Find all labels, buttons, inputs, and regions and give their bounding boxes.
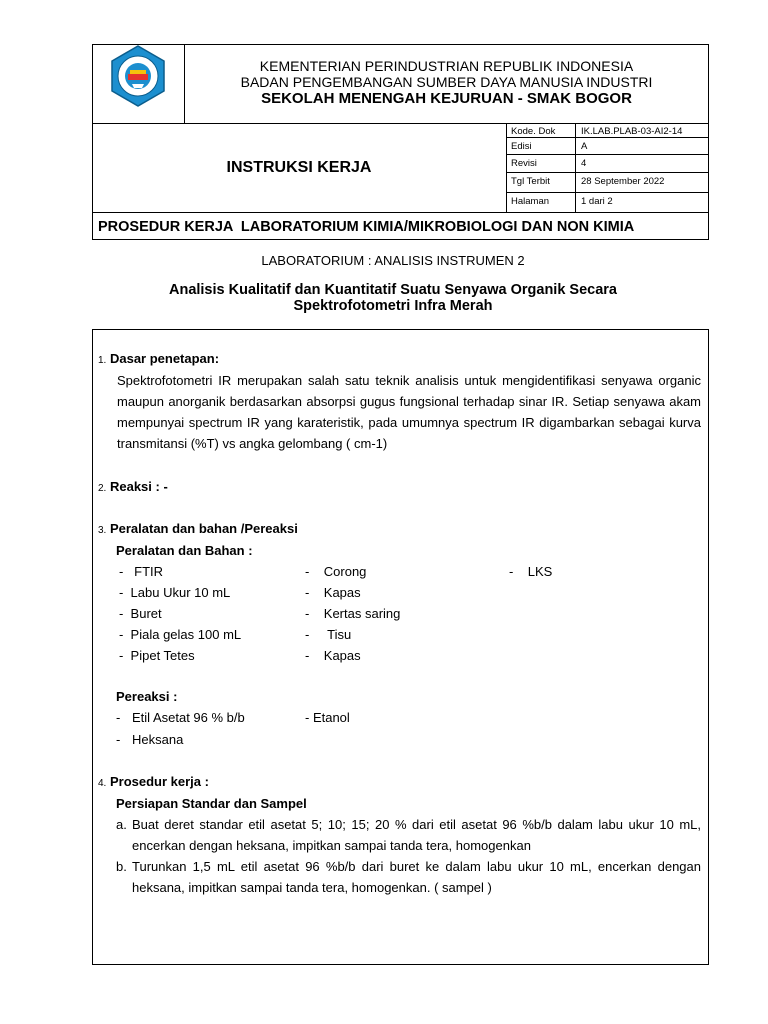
equipment-item: - Corong <box>305 564 367 579</box>
analysis-subtitle: Spektrofotometri Infra Merah <box>293 298 493 314</box>
section-number: 1. <box>98 355 107 366</box>
ministry-name: KEMENTERIAN PERINDUSTRIAN REPUBLIK INDONESIA <box>259 58 634 74</box>
equipment-item: - Tisu <box>305 627 352 642</box>
paragraph-line: transmitansi (%T) vs angka gelombang ( cm-1) <box>117 436 388 451</box>
equipment-subheading: Peralatan dan Bahan : <box>116 543 253 558</box>
section-3-heading <box>98 521 298 536</box>
school-logo <box>106 44 170 108</box>
meta-row <box>507 154 708 174</box>
reagent-item: Etil Asetat 96 % b/b <box>132 710 245 725</box>
meta-row <box>507 192 708 213</box>
equipment-item: - Kertas saring <box>305 606 401 621</box>
section-title: Reaksi : - <box>109 479 168 494</box>
reagent-item: - Etanol <box>305 710 350 725</box>
paragraph-line: Spektrofotometri IR merupakan salah satu teknik analisis untuk mengidentifikasi senyawa organic <box>117 373 701 388</box>
step-line: Turunkan 1,5 mL etil asetat 96 %b/b dari buret ke dalam labu ukur 10 mL, encerkan dengan <box>132 859 701 874</box>
section-title: Peralatan dan bahan /Pereaksi <box>109 521 298 536</box>
section-1-body <box>117 370 701 454</box>
section-number: 3. <box>98 525 107 536</box>
step-label: a. <box>116 817 127 832</box>
school-name: SEKOLAH MENENGAH KEJURUAN - SMAK BOGOR <box>261 90 632 107</box>
procedure-subheading: Persiapan Standar dan Sampel <box>116 796 307 811</box>
equipment-item: - Pipet Tetes <box>119 648 195 663</box>
reagent-subheading: Pereaksi : <box>116 689 178 704</box>
paragraph-line: mempunyai spectrum IR yang karateristik, pada umumnya spectrum IR digambarkan sebagai kurva <box>117 415 701 430</box>
equipment-item: - Kapas <box>305 648 361 663</box>
meta-row <box>507 172 708 192</box>
equipment-item: - Labu Ukur 10 mL <box>119 585 231 600</box>
meta-value: 1 dari 2 <box>581 196 613 207</box>
equipment-item: - LKS <box>509 564 553 579</box>
procedure-title: PROSEDUR KERJA LABORATORIUM KIMIA/MIKROBIOLOGI DAN NON KIMIA <box>98 219 635 235</box>
paragraph-line: maupun anorganik berdasarkan absorpsi gugus fungsional terhadap sinar IR. Setiap senyawa akam <box>117 394 701 409</box>
equipment-item: - Kapas <box>305 585 361 600</box>
section-title: Dasar penetapan: <box>109 351 220 366</box>
equipment-item: - Buret <box>119 606 162 621</box>
section-number: 4. <box>98 778 107 789</box>
section-title: Prosedur kerja : <box>109 774 209 789</box>
meta-label: Edisi <box>511 141 532 152</box>
section-1-heading <box>98 351 219 366</box>
step-line: Buat deret standar etil asetat 5; 10; 15; 20 % dari etil asetat 96 %b/b dalam labu ukur 10 mL, <box>132 817 701 832</box>
meta-label: Kode. Dok <box>511 126 556 137</box>
meta-label: Tgl Terbit <box>511 176 550 187</box>
reagent-dash: - <box>116 710 121 725</box>
step-b-text <box>132 856 701 898</box>
step-line: heksana, impitkan sampai tanda tera, homogenkan. ( sampel ) <box>132 880 492 895</box>
section-2-heading <box>98 479 168 494</box>
analysis-title: Analisis Kualitatif dan Kuantitatif Suatu Senyawa Organik Secara <box>168 282 617 298</box>
step-label: b. <box>116 859 127 874</box>
meta-label: Halaman <box>511 196 550 207</box>
equipment-item: - Piala gelas 100 mL <box>119 627 242 642</box>
meta-value: 28 September 2022 <box>581 176 665 187</box>
meta-value: 4 <box>581 158 587 169</box>
meta-value: A <box>581 141 588 152</box>
section-4-heading <box>98 774 209 789</box>
lab-name: LABORATORIUM : ANALISIS INSTRUMEN 2 <box>261 253 525 268</box>
reagent-item: Heksana <box>132 732 184 747</box>
meta-value: IK.LAB.PLAB-03-AI2-14 <box>581 126 683 137</box>
meta-label: Revisi <box>511 158 537 169</box>
step-a-text <box>132 814 701 856</box>
section-number: 2. <box>98 483 107 494</box>
step-line: encerkan dengan heksana, impitkan sampai tanda tera, homogenkan <box>132 838 531 853</box>
reagent-dash: - <box>116 732 121 747</box>
doc-title: INSTRUKSI KERJA <box>226 159 372 176</box>
agency-name: BADAN PENGEMBANGAN SUMBER DAYA MANUSIA INDUSTRI <box>240 74 653 90</box>
equipment-item: - FTIR <box>119 564 164 579</box>
